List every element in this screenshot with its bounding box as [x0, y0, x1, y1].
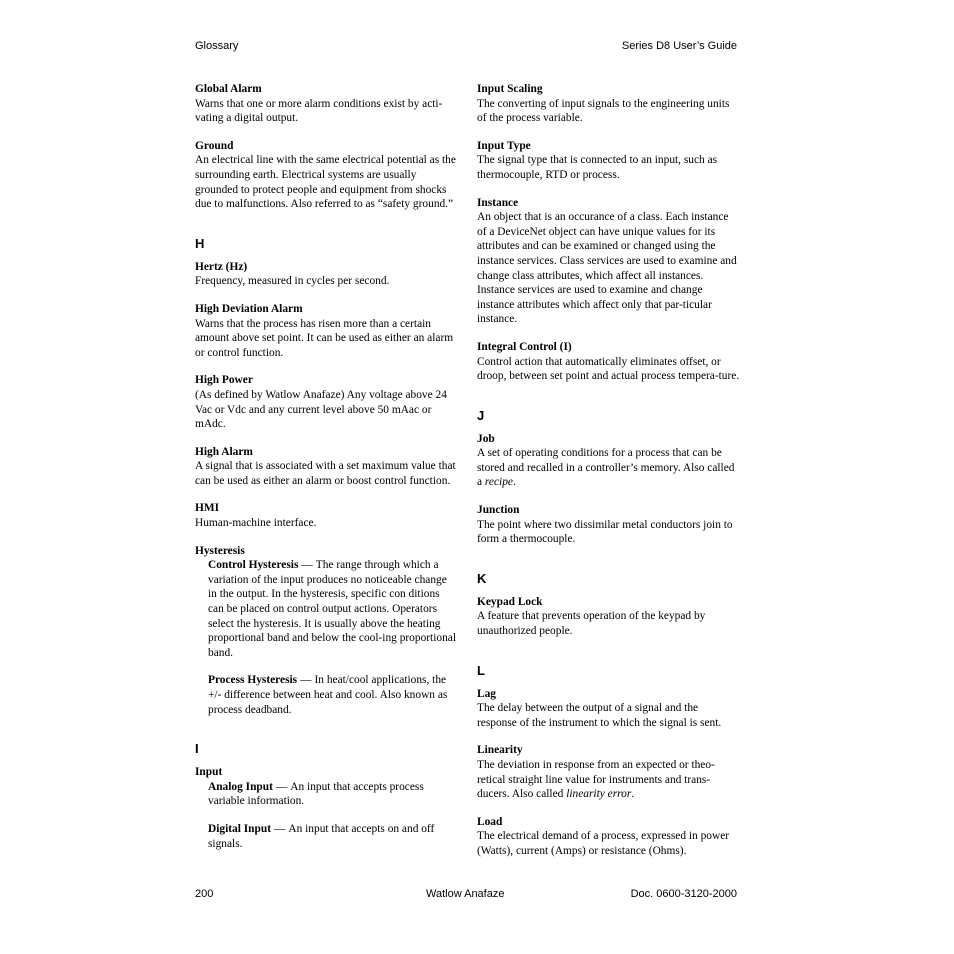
glossary-entry: [195, 501, 457, 530]
definition-text: (As defined by Watlow Anafaze) Any voltage above 24 Vac or Vdc and any current level above 50 mAac or mAdc.: [195, 388, 447, 431]
subentry-definition: The range through which a variation of the input produces no noticeable change in the output. In the hysteresis, specific con ditions can be placed on control output actions. Operators select the hysteresis. It is usually above the heating proportional band and below the cool-ing proportional band.: [208, 559, 457, 659]
definition-text: Human-machine interface.: [195, 517, 317, 530]
glossary-entry: [477, 432, 740, 490]
subentry-definition: An input that accepts process variable information.: [208, 780, 424, 808]
glossary-definition: [195, 97, 457, 126]
glossary-definition: [477, 609, 740, 638]
glossary-term: Junction: [477, 504, 520, 517]
glossary-term: High Deviation Alarm: [195, 302, 303, 315]
section-letter-heading: I: [195, 741, 199, 757]
section-letter-heading: J: [477, 407, 485, 423]
glossary-definition: [195, 516, 457, 531]
em-dash: —: [273, 822, 286, 835]
glossary-definition: [477, 701, 740, 730]
glossary-subentry: [208, 558, 457, 660]
definition-text: The electrical demand of a process, expressed in power (Watts), current (Amps) or resistance (Ohms).: [477, 830, 730, 857]
glossary-term: Load: [477, 815, 503, 828]
definition-text: An object that is an occurance of a class. Each instance of a DeviceNet object can have unique values for its attributes and can be examined or changed using the instance services. Class services are used to examine and change class attributes, which affect all instances. Instance services are used to examine and change instance attributes which affect only that par-ticular instance.: [477, 211, 737, 326]
definition-text: Warns that the process has risen more than a certain amount above set point. It can be used as either an alarm or control function.: [195, 317, 454, 359]
glossary-definition: [477, 758, 740, 802]
section-letter-heading: L: [477, 662, 485, 678]
running-header-right: Series D8 User’s Guide: [621, 40, 737, 52]
definition-text: The point where two dissimilar metal conductors join to form a thermocouple.: [477, 518, 733, 546]
glossary-right-column: [477, 82, 740, 872]
glossary-term: Job: [477, 432, 495, 445]
definition-text: The converting of input signals to the engineering units of the process variable.: [477, 97, 730, 125]
glossary-term: High Alarm: [195, 445, 253, 458]
glossary-entry: [195, 139, 457, 212]
definition-text: The delay between the output of a signal and the response of the instrument to which the signal is sent.: [477, 702, 722, 729]
glossary-entry: [195, 302, 457, 360]
glossary-entry: [195, 82, 457, 126]
em-dash: —: [301, 559, 313, 572]
glossary-term: Input Type: [477, 139, 531, 152]
glossary-term: Integral Control (I): [477, 340, 572, 353]
glossary-subterm: Digital Input: [208, 822, 271, 835]
glossary-term: HMI: [195, 502, 220, 515]
glossary-term: Hysteresis: [195, 544, 245, 557]
definition-text: Warns that one or more alarm conditions exist by acti-vating a digital output.: [195, 97, 443, 125]
definition-text: A set of operating conditions for a process that can be stored and recalled in a controller’s memory. Also called a: [477, 447, 735, 489]
glossary-term: Ground: [195, 139, 234, 152]
definition-text: Control action that automatically eliminates offset, or droop, between set point and actual process tempera-ture.: [477, 355, 740, 383]
glossary-term: Input Scaling: [477, 83, 543, 95]
glossary-subentry: [208, 780, 457, 809]
glossary-left-column: [195, 82, 457, 864]
glossary-definition: [195, 317, 457, 361]
glossary-subentry: [208, 673, 457, 717]
footer-publisher: Watlow Anafaze: [426, 888, 505, 900]
glossary-definition: [477, 829, 740, 858]
glossary-entry: [477, 139, 740, 183]
glossary-subterm: Analog Input: [208, 780, 273, 793]
glossary-entry: [195, 445, 457, 489]
glossary-entry: [477, 595, 740, 639]
glossary-term: Lag: [477, 687, 496, 700]
glossary-definition: [477, 153, 740, 182]
glossary-entry: [477, 82, 740, 126]
glossary-term: Input: [195, 766, 223, 779]
definition-tail: .: [631, 788, 635, 801]
glossary-term: Keypad Lock: [477, 595, 543, 608]
glossary-term: Hertz (Hz): [195, 260, 248, 273]
definition-text: An electrical line with the same electrical potential as the surrounding earth. Electrical systems are usually grounded to protect people and equipment from shocks due to malfunctions. Also referred to as “safety ground.”: [195, 154, 456, 211]
em-dash: —: [275, 780, 288, 793]
definition-text: The deviation in response from an expected or theo-retical straight line value for instruments and trans-ducers. Also called: [477, 759, 715, 801]
glossary-term: Linearity: [477, 744, 523, 757]
page-number: 200: [195, 888, 214, 900]
glossary-definition: [477, 355, 740, 384]
glossary-definition: [477, 210, 740, 327]
glossary-entry: [195, 544, 457, 718]
subentry-definition: In heat/cool applications, the +/- difference between heat and cool. Also known as process deadband.: [208, 674, 448, 716]
definition-emphasis: recipe: [484, 476, 513, 489]
glossary-definition: [477, 97, 740, 126]
glossary-term: Global Alarm: [195, 83, 262, 95]
glossary-entry: [477, 196, 740, 327]
definition-tail: .: [512, 476, 516, 489]
glossary-definition: [477, 518, 740, 547]
glossary-definition: [477, 446, 740, 490]
glossary-entry: [477, 743, 740, 801]
glossary-entry: [195, 260, 457, 289]
glossary-term: High Power: [195, 374, 253, 387]
definition-text: Frequency, measured in cycles per second.: [195, 275, 390, 288]
glossary-entry: [477, 815, 740, 859]
section-letter-heading: K: [477, 570, 487, 586]
definition-text: A signal that is associated with a set maximum value that can be used as either an alarm or boost control function.: [195, 460, 456, 487]
glossary-subterm: Control Hysteresis: [208, 559, 299, 572]
glossary-definition: [195, 153, 457, 211]
section-letter-heading: H: [195, 235, 205, 251]
glossary-definition: [195, 274, 457, 289]
glossary-subentry: [208, 822, 457, 851]
definition-text: A feature that prevents operation of the keypad by unauthorized people.: [477, 610, 706, 638]
glossary-definition: [195, 459, 457, 488]
glossary-entry: [477, 687, 740, 731]
em-dash: —: [300, 674, 312, 687]
glossary-entry: [477, 340, 740, 384]
glossary-term: Instance: [477, 196, 519, 209]
glossary-entry: [195, 373, 457, 431]
running-header-left: Glossary: [195, 40, 239, 52]
glossary-definition: [195, 388, 457, 432]
subentry-definition: An input that accepts on and off signals.: [208, 822, 435, 850]
footer-doc-number: Doc. 0600-3120-2000: [630, 888, 737, 900]
glossary-entry: [477, 503, 740, 547]
glossary-entry: [195, 765, 457, 851]
definition-text: The signal type that is connected to an input, such as thermocouple, RTD or process.: [477, 154, 718, 181]
glossary-subterm: Process Hysteresis: [208, 674, 298, 687]
definition-emphasis: linearity error: [566, 788, 632, 801]
